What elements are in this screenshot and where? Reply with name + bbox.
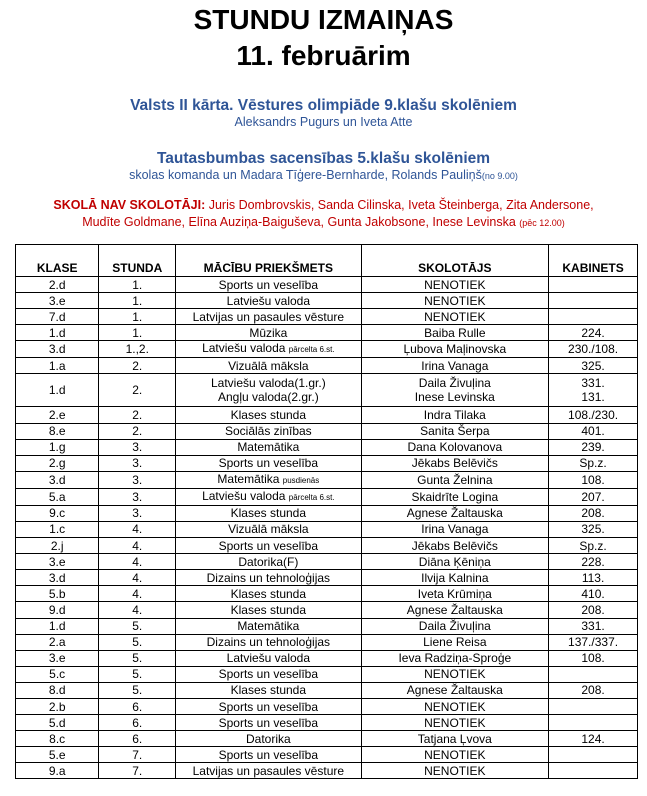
teacher-text: Diāna Ķēniņa xyxy=(418,554,491,569)
cell-room xyxy=(549,682,638,698)
subject-text: Matemātika xyxy=(237,619,300,634)
cell-klase: 8.d xyxy=(16,682,99,698)
cell-stunda: 7. xyxy=(99,747,176,763)
subject-text: Latviešu valoda xyxy=(202,341,286,356)
table-row xyxy=(16,731,638,747)
cell-subject xyxy=(176,505,361,521)
table-row xyxy=(16,682,638,698)
room-text: 108. xyxy=(581,651,605,666)
cell-teacher xyxy=(361,554,549,570)
cell-teacher xyxy=(361,521,549,537)
subject-text: Latviešu valoda xyxy=(226,293,311,308)
cell-teacher xyxy=(361,602,549,618)
cell-klase: 5.a xyxy=(16,488,99,505)
cell-klase: 2.g xyxy=(16,455,99,471)
cell-subject xyxy=(176,602,361,618)
cell-room xyxy=(549,763,638,779)
cell-subject xyxy=(176,358,361,374)
teacher-text: Agnese Žaltauska xyxy=(406,506,503,521)
cell-subject xyxy=(176,374,361,407)
cell-klase: 1.d xyxy=(16,618,99,634)
cell-room xyxy=(549,505,638,521)
subject-text: Vizuālā māksla xyxy=(228,358,309,373)
cell-teacher xyxy=(361,570,549,586)
cell-stunda: 1. xyxy=(99,325,176,341)
table-row xyxy=(16,602,638,618)
cell-stunda: 2. xyxy=(99,374,176,407)
teacher-text: NENOTIEK xyxy=(424,763,486,778)
cell-room xyxy=(549,570,638,586)
subject-text: Klases stunda xyxy=(230,602,307,617)
room-text: 239. xyxy=(581,440,605,455)
room-text: 207. xyxy=(581,489,605,504)
event-title-1: Valsts II kārta. Vēstures olimpiāde 9.klašu skolēniem xyxy=(130,97,517,114)
subject-note: pārcelta 6.st. xyxy=(288,492,335,502)
cell-stunda: 3. xyxy=(99,439,176,455)
cell-klase: 2.a xyxy=(16,634,99,650)
cell-room xyxy=(549,618,638,634)
cell-teacher xyxy=(361,293,549,309)
cell-teacher xyxy=(361,747,549,763)
subject-text: Sports un veselība xyxy=(218,699,319,714)
table-row xyxy=(16,618,638,634)
table-row xyxy=(16,293,638,309)
page-title: STUNDU IZMAIŅAS xyxy=(193,4,454,35)
subject-text: Sports un veselība xyxy=(218,277,319,292)
teacher-text: Ieva Radziņa-Sproģe xyxy=(398,651,512,666)
cell-teacher xyxy=(361,586,549,602)
cell-teacher xyxy=(361,488,549,505)
table-row xyxy=(16,666,638,682)
table-row xyxy=(16,763,638,779)
cell-room xyxy=(549,715,638,731)
subject-text: Klases stunda xyxy=(230,683,307,698)
table-row xyxy=(16,650,638,666)
room-text: 325. xyxy=(581,358,605,373)
cell-room xyxy=(549,634,638,650)
cell-klase: 5.d xyxy=(16,715,99,731)
cell-subject xyxy=(176,666,361,682)
cell-subject xyxy=(176,731,361,747)
table-row xyxy=(16,554,638,570)
cell-stunda: 4. xyxy=(99,554,176,570)
col-header-teacher: SKOLOTĀJS xyxy=(361,245,549,277)
teacher-text: Irina Vanaga xyxy=(421,358,489,373)
table-row xyxy=(16,521,638,537)
cell-room xyxy=(549,309,638,325)
cell-stunda: 4. xyxy=(99,570,176,586)
teacher-text: NENOTIEK xyxy=(424,699,486,714)
cell-room xyxy=(549,602,638,618)
cell-room xyxy=(549,277,638,293)
teacher-text: Jēkabs Belēvičs xyxy=(411,538,498,553)
cell-subject xyxy=(176,341,361,358)
cell-teacher xyxy=(361,277,549,293)
table-row xyxy=(16,715,638,731)
cell-stunda: 5. xyxy=(99,634,176,650)
subject-text: Vizuālā māksla xyxy=(228,522,309,537)
subject-text: Sports un veselība xyxy=(218,747,319,762)
cell-room xyxy=(549,666,638,682)
subject-text: Matemātika xyxy=(217,471,280,486)
cell-subject xyxy=(176,488,361,505)
teacher-text: NENOTIEK xyxy=(424,715,486,730)
cell-teacher xyxy=(361,634,549,650)
changes-table xyxy=(15,244,638,779)
cell-klase: 3.e xyxy=(16,554,99,570)
cell-subject xyxy=(176,650,361,666)
teacher-text: Dana Kolovanova xyxy=(407,440,503,455)
cell-klase: 1.c xyxy=(16,521,99,537)
teacher-text: Daila Živuļina xyxy=(418,376,491,391)
room-text: 331. xyxy=(581,376,605,391)
cell-subject xyxy=(176,455,361,471)
subject-text: Dizains un tehnoloģijas xyxy=(206,570,331,585)
cell-klase: 3.d xyxy=(16,471,99,488)
subject-text: Datorika(F) xyxy=(238,554,299,569)
subject-text: Klases stunda xyxy=(230,506,307,521)
room-text: 113. xyxy=(581,570,605,585)
teacher-text: Ļubova Maļinovska xyxy=(403,342,507,357)
cell-klase: 9.a xyxy=(16,763,99,779)
cell-room xyxy=(549,698,638,714)
table-row xyxy=(16,358,638,374)
room-text: 208. xyxy=(581,506,605,521)
cell-teacher xyxy=(361,538,549,554)
cell-klase: 5.c xyxy=(16,666,99,682)
cell-stunda: 4. xyxy=(99,602,176,618)
table-row xyxy=(16,325,638,341)
absent-line-1 xyxy=(0,197,647,214)
room-text: 108./230. xyxy=(568,408,619,423)
table-row xyxy=(16,488,638,505)
room-text-2: 131. xyxy=(581,390,605,405)
cell-stunda: 1.,2. xyxy=(99,341,176,358)
cell-teacher xyxy=(361,731,549,747)
cell-room xyxy=(549,538,638,554)
teacher-text: Irina Vanaga xyxy=(421,522,489,537)
cell-room xyxy=(549,374,638,407)
cell-teacher xyxy=(361,325,549,341)
room-text: 325. xyxy=(581,522,605,537)
cell-room xyxy=(549,554,638,570)
room-text: 224. xyxy=(581,325,605,340)
cell-teacher xyxy=(361,505,549,521)
cell-room xyxy=(549,731,638,747)
teacher-text: Baiba Rulle xyxy=(424,325,486,340)
cell-subject xyxy=(176,538,361,554)
col-header-subject: MĀCĪBU PRIEKŠMETS xyxy=(176,245,361,277)
cell-teacher xyxy=(361,618,549,634)
subject-text: Latviešu valoda xyxy=(226,651,311,666)
table-header-row xyxy=(16,245,638,277)
cell-teacher xyxy=(361,698,549,714)
cell-stunda: 4. xyxy=(99,538,176,554)
teacher-text: Jēkabs Belēvičs xyxy=(411,456,498,471)
subject-text: Sports un veselība xyxy=(218,456,319,471)
cell-klase: 2.e xyxy=(16,407,99,423)
cell-subject xyxy=(176,763,361,779)
table-row xyxy=(16,698,638,714)
cell-klase: 3.d xyxy=(16,341,99,358)
room-text: Sp.z. xyxy=(579,538,607,553)
cell-subject xyxy=(176,682,361,698)
subject-text: Sports un veselība xyxy=(218,538,319,553)
cell-room xyxy=(549,325,638,341)
cell-teacher xyxy=(361,309,549,325)
cell-stunda: 1. xyxy=(99,293,176,309)
cell-klase: 1.g xyxy=(16,439,99,455)
cell-stunda: 2. xyxy=(99,407,176,423)
cell-subject xyxy=(176,325,361,341)
col-header-klase: KLASE xyxy=(16,245,99,277)
cell-teacher xyxy=(361,763,549,779)
cell-klase: 2.d xyxy=(16,277,99,293)
cell-klase: 9.d xyxy=(16,602,99,618)
cell-klase: 7.d xyxy=(16,309,99,325)
teacher-text: Liene Reisa xyxy=(423,635,487,650)
cell-subject xyxy=(176,521,361,537)
table-row xyxy=(16,747,638,763)
subject-note: pusdienās xyxy=(282,475,320,485)
table-row xyxy=(16,374,638,407)
teacher-text: Tatjana Ļvova xyxy=(417,731,492,746)
cell-klase: 3.e xyxy=(16,650,99,666)
teacher-text: Iveta Krūmiņa xyxy=(417,586,492,601)
teacher-text: Gunta Želnina xyxy=(417,472,493,487)
teacher-text: Sanita Šerpa xyxy=(420,424,490,439)
cell-teacher xyxy=(361,471,549,488)
room-text: 208. xyxy=(581,683,605,698)
event-sub-2-text: skolas komanda un Madara Tīģere-Bernharde, Rolands Pauliņš xyxy=(129,168,482,182)
teacher-text: NENOTIEK xyxy=(424,667,486,682)
cell-room xyxy=(549,521,638,537)
teacher-text: Agnese Žaltauska xyxy=(406,683,503,698)
cell-stunda: 2. xyxy=(99,423,176,439)
table-row xyxy=(16,277,638,293)
cell-subject xyxy=(176,634,361,650)
subject-text: Sociālās zinības xyxy=(224,424,312,439)
cell-room xyxy=(549,293,638,309)
subject-text: Klases stunda xyxy=(230,586,307,601)
table-row xyxy=(16,586,638,602)
col-header-room: KABINETS xyxy=(549,245,638,277)
table-row xyxy=(16,634,638,650)
cell-room xyxy=(549,471,638,488)
teacher-text: Daila Živuļina xyxy=(418,619,491,634)
subject-text: Sports un veselība xyxy=(218,715,319,730)
cell-stunda: 6. xyxy=(99,715,176,731)
teacher-text: NENOTIEK xyxy=(424,309,486,324)
cell-teacher xyxy=(361,650,549,666)
absent-names-2: Mudīte Goldmane, Elīna Auziņa-Baiguševa, Gunta Jakobsone, Inese Levinska xyxy=(82,215,516,229)
cell-klase: 1.d xyxy=(16,325,99,341)
cell-stunda: 1. xyxy=(99,277,176,293)
cell-subject xyxy=(176,407,361,423)
cell-teacher xyxy=(361,715,549,731)
subject-text: Datorika xyxy=(245,731,291,746)
cell-stunda: 3. xyxy=(99,488,176,505)
cell-room xyxy=(549,439,638,455)
room-text: 124. xyxy=(581,731,605,746)
cell-room xyxy=(549,407,638,423)
cell-stunda: 6. xyxy=(99,698,176,714)
cell-klase: 3.d xyxy=(16,570,99,586)
event-title-2: Tautasbumbas sacensības 5.klašu skolēniem xyxy=(156,150,491,167)
absent-line-2 xyxy=(0,214,647,232)
cell-room xyxy=(549,341,638,358)
cell-subject xyxy=(176,439,361,455)
table-row xyxy=(16,309,638,325)
cell-subject xyxy=(176,586,361,602)
teacher-text: Ilvija Kalnina xyxy=(421,570,489,585)
cell-room xyxy=(549,455,638,471)
subject-text: Latviešu valoda(1.gr.) xyxy=(210,376,326,391)
cell-subject xyxy=(176,747,361,763)
cell-room xyxy=(549,358,638,374)
teacher-text: Agnese Žaltauska xyxy=(406,602,503,617)
page-date: 11. februārim xyxy=(236,40,411,71)
table-row xyxy=(16,570,638,586)
cell-stunda: 2. xyxy=(99,358,176,374)
cell-teacher xyxy=(361,439,549,455)
room-text: 137./337. xyxy=(568,635,619,650)
cell-stunda: 5. xyxy=(99,682,176,698)
subject-text: Latviešu valoda xyxy=(202,488,286,503)
teacher-text: NENOTIEK xyxy=(424,277,486,292)
cell-klase: 2.j xyxy=(16,538,99,554)
cell-subject xyxy=(176,293,361,309)
event-sub-2-note: (no 9.00) xyxy=(481,171,518,181)
subject-note: pārcelta 6.st. xyxy=(288,345,335,355)
cell-subject xyxy=(176,423,361,439)
subject-text: Matemātika xyxy=(237,440,300,455)
teacher-text-2: Inese Levinska xyxy=(414,390,495,405)
cell-klase: 1.a xyxy=(16,358,99,374)
cell-subject xyxy=(176,698,361,714)
cell-teacher xyxy=(361,682,549,698)
cell-klase: 9.c xyxy=(16,505,99,521)
subject-text: Klases stunda xyxy=(230,408,307,423)
col-header-stunda: STUNDA xyxy=(99,245,176,277)
teacher-text: Indra Tilaka xyxy=(423,408,486,423)
absent-label: SKOLĀ NAV SKOLOTĀJI: xyxy=(53,198,206,212)
cell-klase: 3.e xyxy=(16,293,99,309)
cell-stunda: 3. xyxy=(99,471,176,488)
table-row xyxy=(16,341,638,358)
cell-stunda: 1. xyxy=(99,309,176,325)
cell-room xyxy=(549,747,638,763)
cell-stunda: 4. xyxy=(99,521,176,537)
subject-text: Dizains un tehnoloģijas xyxy=(206,635,331,650)
cell-stunda: 3. xyxy=(99,505,176,521)
cell-teacher xyxy=(361,374,549,407)
cell-subject xyxy=(176,309,361,325)
cell-subject xyxy=(176,554,361,570)
room-text: 230./108. xyxy=(568,342,619,357)
table-row xyxy=(16,505,638,521)
cell-stunda: 5. xyxy=(99,666,176,682)
room-text: 228. xyxy=(581,554,605,569)
cell-klase: 5.e xyxy=(16,747,99,763)
table-row xyxy=(16,423,638,439)
teacher-text: Skaidrīte Logina xyxy=(411,489,499,504)
subject-text: Mūzika xyxy=(249,325,288,340)
cell-stunda: 3. xyxy=(99,455,176,471)
cell-stunda: 4. xyxy=(99,586,176,602)
cell-teacher xyxy=(361,358,549,374)
subject-text: Sports un veselība xyxy=(218,667,319,682)
room-text: 331. xyxy=(581,619,605,634)
room-text: 108. xyxy=(581,472,605,487)
cell-klase: 8.e xyxy=(16,423,99,439)
cell-klase: 2.b xyxy=(16,698,99,714)
cell-subject xyxy=(176,570,361,586)
cell-teacher xyxy=(361,666,549,682)
cell-stunda: 7. xyxy=(99,763,176,779)
cell-subject xyxy=(176,715,361,731)
absent-note: (pēc 12.00) xyxy=(519,218,565,228)
cell-teacher xyxy=(361,341,549,358)
table-row xyxy=(16,538,638,554)
cell-room xyxy=(549,650,638,666)
cell-subject xyxy=(176,471,361,488)
table-row xyxy=(16,407,638,423)
cell-teacher xyxy=(361,455,549,471)
cell-teacher xyxy=(361,407,549,423)
subject-text-2: Angļu valoda(2.gr.) xyxy=(217,390,319,405)
cell-stunda: 6. xyxy=(99,731,176,747)
room-text: 401. xyxy=(581,424,605,439)
cell-room xyxy=(549,488,638,505)
absent-names-1: Juris Dombrovskis, Sanda Cilinska, Iveta Šteinberga, Zita Andersone, xyxy=(208,198,594,212)
room-text: 410. xyxy=(581,586,605,601)
cell-subject xyxy=(176,277,361,293)
room-text: Sp.z. xyxy=(579,456,607,471)
teacher-text: NENOTIEK xyxy=(424,293,486,308)
table-row xyxy=(16,471,638,488)
event-sub-1: Aleksandrs Pugurs un Iveta Atte xyxy=(234,115,413,129)
cell-stunda: 5. xyxy=(99,618,176,634)
subject-text: Latvijas un pasaules vēsture xyxy=(192,309,345,324)
cell-stunda: 5. xyxy=(99,650,176,666)
table-row xyxy=(16,439,638,455)
cell-teacher xyxy=(361,423,549,439)
event-sub-2 xyxy=(0,168,647,184)
cell-klase: 1.d xyxy=(16,374,99,407)
cell-room xyxy=(549,586,638,602)
cell-klase: 5.b xyxy=(16,586,99,602)
cell-subject xyxy=(176,618,361,634)
room-text: 208. xyxy=(581,602,605,617)
subject-text: Latvijas un pasaules vēsture xyxy=(192,763,345,778)
cell-klase: 8.c xyxy=(16,731,99,747)
table-row xyxy=(16,455,638,471)
cell-room xyxy=(549,423,638,439)
teacher-text: NENOTIEK xyxy=(424,747,486,762)
